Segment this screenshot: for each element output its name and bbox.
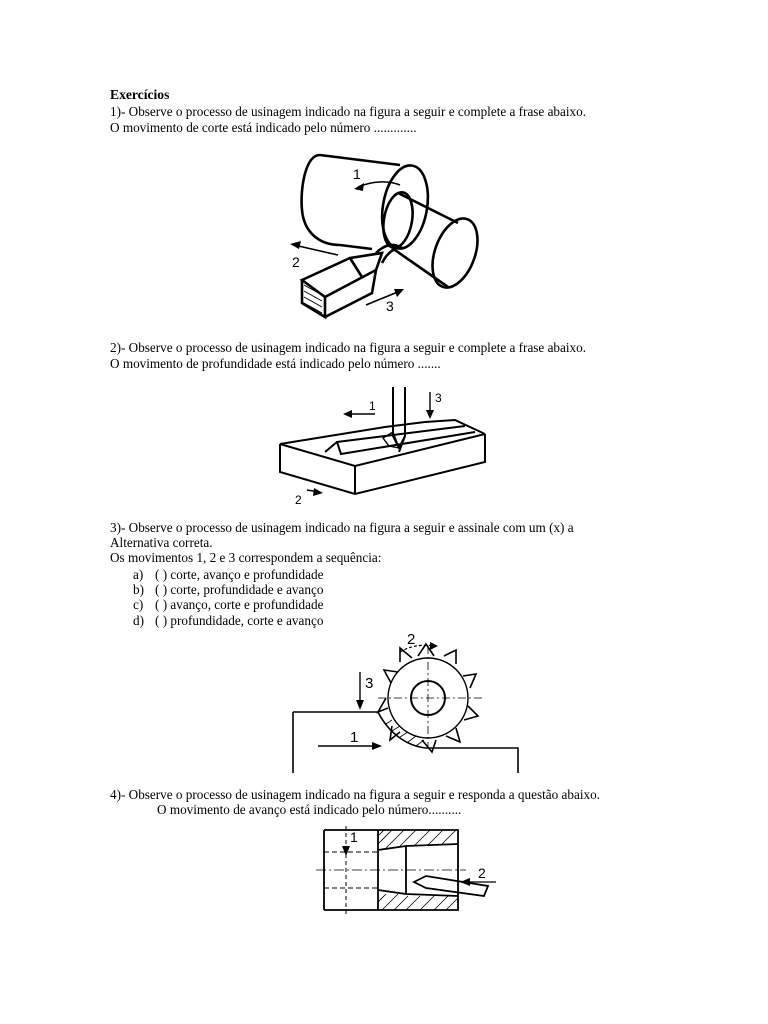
question-1-prompt: O movimento de corte está indicado pelo número ............. (110, 120, 417, 135)
figure-3-label-3: 3 (365, 675, 374, 692)
option-text: ( ) corte, profundidade e avanço (155, 582, 324, 597)
figure-4-label-2: 2 (478, 865, 486, 881)
question-3-text-cont: Alternativa correta. (110, 535, 213, 550)
option-letter: c) (133, 597, 144, 612)
figure-2-label-2: 2 (295, 493, 302, 507)
figure-3-milling (288, 628, 523, 773)
question-1-text: 1)- Observe o processo de usinagem indicado na figura a seguir e complete a frase abaixo. (110, 104, 587, 119)
question-4-prompt: O movimento de avanço está indicado pelo número.......... (157, 802, 462, 817)
figure-2-label-3: 3 (435, 391, 442, 405)
page-title: Exercícios (110, 87, 170, 102)
figure-1-label-3: 3 (386, 298, 394, 314)
figure-1-lathe-turning (280, 145, 490, 320)
figure-2-label-1: 1 (369, 399, 376, 413)
figure-4-label-1: 1 (350, 829, 358, 845)
figure-4-boring (316, 822, 501, 924)
figure-1-label-2: 2 (292, 254, 300, 270)
option-letter: b) (133, 582, 144, 597)
option-letter: d) (133, 613, 144, 628)
option-a[interactable] (133, 567, 323, 582)
option-d[interactable] (133, 613, 323, 628)
figure-3-label-1: 1 (350, 729, 359, 746)
question-4-text: 4)- Observe o processo de usinagem indicado na figura a seguir e responda a questão abaixo. (110, 787, 600, 802)
figure-3-label-2: 2 (407, 631, 416, 648)
option-text: ( ) avanço, corte e profundidade (155, 597, 324, 612)
option-letter: a) (133, 567, 144, 582)
question-3-prompt: Os movimentos 1, 2 e 3 correspondem a sequência: (110, 550, 382, 565)
option-text: ( ) corte, avanço e profundidade (155, 567, 324, 582)
option-text: ( ) profundidade, corte e avanço (155, 613, 324, 628)
figure-1-label-1: 1 (353, 166, 361, 182)
question-2-text: 2)- Observe o processo de usinagem indicado na figura a seguir e complete a frase abaixo. (110, 340, 587, 355)
question-3-text: 3)- Observe o processo de usinagem indicado na figura a seguir e assinale com um (x) a (110, 520, 574, 535)
option-b[interactable] (133, 582, 323, 597)
question-2-prompt: O movimento de profundidade está indicado pelo número ....... (110, 356, 441, 371)
figure-2-planing (275, 382, 490, 507)
option-c[interactable] (133, 597, 323, 612)
